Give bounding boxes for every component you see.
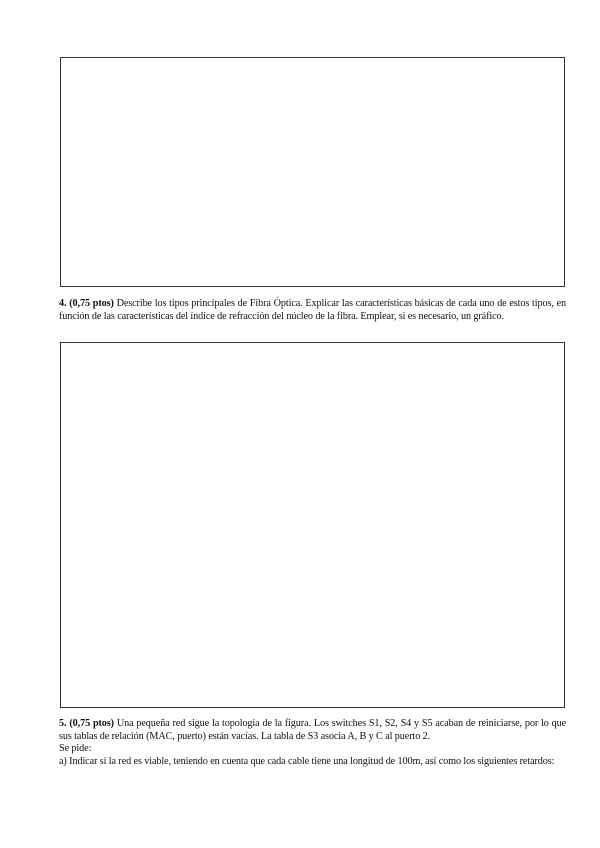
answer-box-question-3[interactable] [60,57,565,287]
question-4-number: 4. [59,298,67,309]
question-4 [59,298,566,323]
question-4-text: Describe los tipos principales de Fibra Óptica. Explicar las características básicas de cada uno de estos tipos, en función de las características del índice de refracción del núcleo de la fibra. Emplear, si es necesario, un gráfico. [59,298,567,322]
answer-box-question-4[interactable] [60,342,565,708]
question-4-points: (0,75 ptos) [69,298,114,309]
question-5-intro: Una pequeña red sigue la topología de la figura. Los switches S1, S2, S4 y S5 acaban de reiniciarse, por lo que sus tablas de relación (MAC, puerto) están vacías. La tabla de S3 asocia A, B y C al puerto 2. [59,718,566,742]
question-5-part-a: a) Indicar si la red es viable, teniendo en cuenta que cada cable tiene una longitud de 100m, así como los siguientes retardos: [59,755,555,767]
question-5-number: 5. [59,718,67,729]
question-5 [59,718,566,768]
question-5-se-pide: Se pide: [59,743,92,755]
question-5-points: (0,75 ptos) [69,718,114,729]
